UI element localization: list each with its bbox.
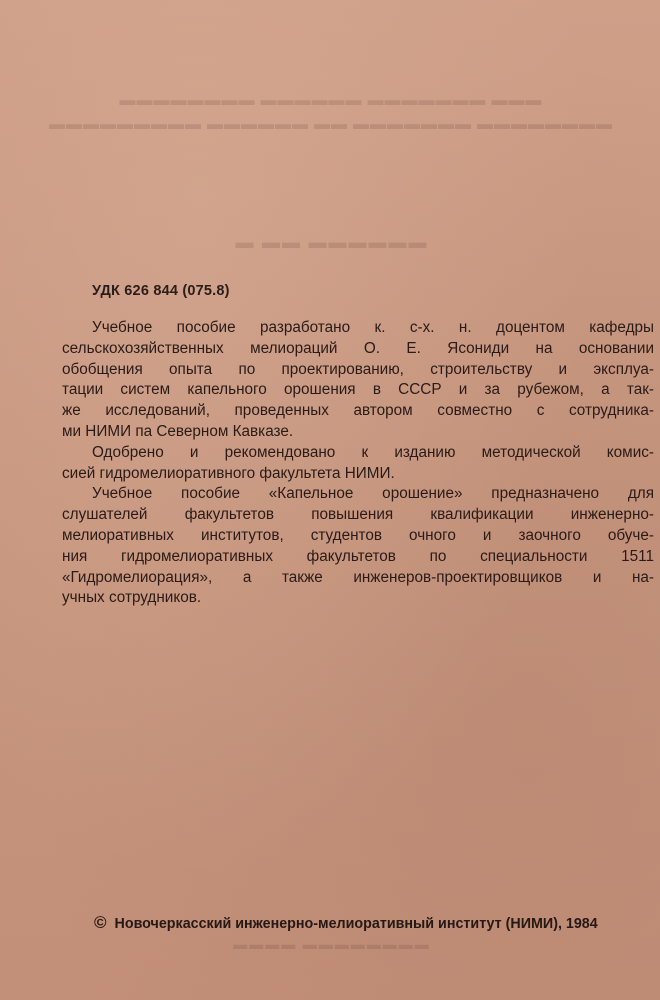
text-line: Учебное пособие «Капельное орошение» предназначено для xyxy=(92,485,654,503)
text-line: ми НИМИ па Северном Кавказе. xyxy=(62,422,294,440)
text-line: сельскохозяйственных мелиораций О. Е. Ясониди на основании xyxy=(62,339,654,357)
paragraph-authorship xyxy=(62,318,654,443)
text-line: мелиоративных институтов, студентов очного и заочного обуче- xyxy=(62,526,654,544)
text-line: сией гидромелиоративного факультета НИМИ. xyxy=(62,464,395,482)
text-line: «Гидромелиорация», а также инженеров-проектировщиков и на- xyxy=(62,568,654,586)
abstract-text xyxy=(62,318,654,609)
text-line: учных сотрудников. xyxy=(62,589,202,607)
text-line: же исследований, проведенных автором совместно с сотрудника- xyxy=(62,402,654,420)
bleed-through-text: ▬▬▬▬▬▬▬▬ ▬▬▬▬▬▬▬ ▬▬ ▬▬▬▬▬▬ ▬▬▬▬▬▬▬▬▬ xyxy=(48,116,612,133)
copyright-icon: © xyxy=(94,913,107,932)
text-line: тации систем капельного орошения в СССР и за рубежом, а так- xyxy=(62,381,654,399)
copyright-line xyxy=(94,913,598,933)
paragraph-audience xyxy=(62,484,654,609)
udk-code: УДК 626 844 (075.8) xyxy=(92,283,230,299)
text-line: слушателей факультетов повышения квалификации инженерно- xyxy=(62,506,654,524)
copyright-text: Новочеркасский инженерно-мелиоративный институт (НИМИ), 1984 xyxy=(114,916,598,932)
bleed-through-text: ▬▬▬ ▬▬▬▬▬▬▬ ▬▬▬▬▬▬ ▬▬▬▬▬▬▬▬ xyxy=(118,92,542,109)
bleed-through-text: ▬▬▬▬▬▬▬▬ ▬▬▬▬ xyxy=(231,938,429,953)
text-line: ния гидромелиоративных факультетов по специальности 1511 xyxy=(62,547,654,565)
paragraph-approval xyxy=(62,443,654,485)
text-line: Одобрено и рекомендовано к изданию методической комис- xyxy=(92,443,654,461)
bleed-through-text: ▬▬▬▬▬▬ ▬▬ ▬ xyxy=(233,232,427,252)
text-line: обобщения опыта по проектированию, строительству и эксплуа- xyxy=(62,360,654,378)
text-line: Учебное пособие разработано к. с-х. н. доцентом кафедры xyxy=(92,319,654,336)
